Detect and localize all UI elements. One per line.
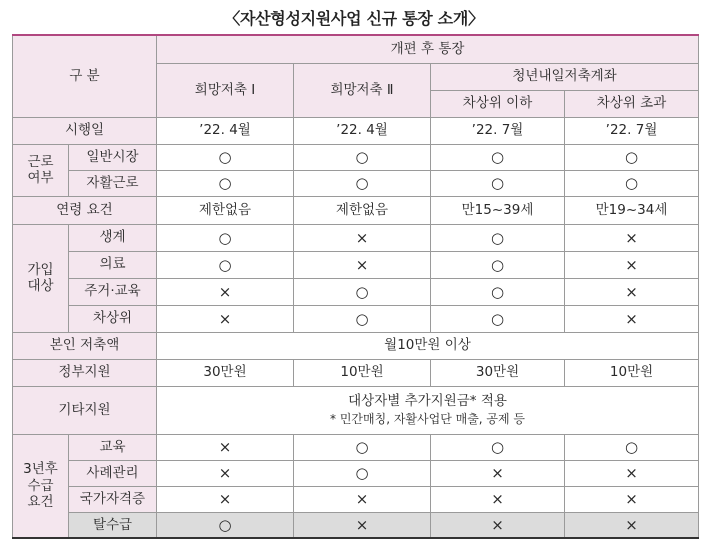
cell: × xyxy=(294,486,431,512)
cell: ○ xyxy=(294,170,431,196)
row-label: 국가자격증 xyxy=(69,486,157,512)
row-label: 의료 xyxy=(69,251,157,278)
cell: × xyxy=(431,460,565,486)
cell: × xyxy=(565,460,699,486)
cell: ’22. 7월 xyxy=(431,117,565,144)
header-category: 구 분 xyxy=(13,35,157,117)
row-medical xyxy=(13,251,699,278)
row-exit-benefit xyxy=(13,512,699,538)
cell: ○ xyxy=(431,251,565,278)
cell: × xyxy=(431,512,565,538)
header-reformed-accounts: 개편 후 통장 xyxy=(157,35,699,63)
row-case-management xyxy=(13,460,699,486)
row-label: 연령 요건 xyxy=(13,196,157,224)
cell: ○ xyxy=(294,305,431,332)
account-comparison-table xyxy=(12,34,699,539)
cell: ’22. 4월 xyxy=(294,117,431,144)
row-label: 교육 xyxy=(69,434,157,460)
row-label: 자활근로 xyxy=(69,170,157,196)
cell: 제한없음 xyxy=(157,196,294,224)
cell: × xyxy=(565,512,699,538)
cell: × xyxy=(157,278,294,305)
row-label: 생계 xyxy=(69,224,157,251)
row-label: 차상위 xyxy=(69,305,157,332)
cell: ○ xyxy=(157,170,294,196)
group-label-join: 가입 대상 xyxy=(13,224,69,332)
cell: 월10만원 이상 xyxy=(157,332,699,359)
cell: ’22. 4월 xyxy=(157,117,294,144)
group-label-work: 근로 여부 xyxy=(13,144,69,196)
cell: ○ xyxy=(157,144,294,170)
row-label: 탈수급 xyxy=(69,512,157,538)
cell: ○ xyxy=(294,434,431,460)
cell: 만15~39세 xyxy=(431,196,565,224)
other-support-cell xyxy=(157,386,699,434)
cell: 만19~34세 xyxy=(565,196,699,224)
cell: × xyxy=(157,305,294,332)
cell: ○ xyxy=(431,224,565,251)
cell: 10만원 xyxy=(565,359,699,386)
row-housing-education xyxy=(13,278,699,305)
row-start-date xyxy=(13,117,699,144)
cell: × xyxy=(431,486,565,512)
cell: ○ xyxy=(431,170,565,196)
cell: ○ xyxy=(157,512,294,538)
row-certificate xyxy=(13,486,699,512)
cell: ○ xyxy=(565,170,699,196)
row-label: 일반시장 xyxy=(69,144,157,170)
cell: ○ xyxy=(431,278,565,305)
cell: ○ xyxy=(565,434,699,460)
cell: 제한없음 xyxy=(294,196,431,224)
row-label: 정부지원 xyxy=(13,359,157,386)
row-label: 사례관리 xyxy=(69,460,157,486)
cell: ○ xyxy=(294,460,431,486)
row-own-savings xyxy=(13,332,699,359)
row-other-support xyxy=(13,386,699,434)
cell: ○ xyxy=(431,434,565,460)
cell: × xyxy=(565,278,699,305)
page-title: 〈자산형성지원사업 신규 통장 소개〉 xyxy=(224,9,484,28)
cell: 30만원 xyxy=(157,359,294,386)
cell: × xyxy=(157,460,294,486)
cell: × xyxy=(565,224,699,251)
other-support-text: 대상자별 추가지원금* 적용 xyxy=(348,393,507,410)
cell: × xyxy=(565,305,699,332)
header-youth-account: 청년내일저축계좌 xyxy=(431,63,699,90)
row-education xyxy=(13,434,699,460)
cell: ○ xyxy=(294,278,431,305)
cell: ○ xyxy=(294,144,431,170)
header-youth-above: 차상위 초과 xyxy=(565,90,699,117)
cell: ○ xyxy=(431,305,565,332)
cell: × xyxy=(157,486,294,512)
row-label: 본인 저축액 xyxy=(13,332,157,359)
header-youth-below: 차상위 이하 xyxy=(431,90,565,117)
cell: × xyxy=(157,434,294,460)
cell: ’22. 7월 xyxy=(565,117,699,144)
cell: 10만원 xyxy=(294,359,431,386)
row-label: 시행일 xyxy=(13,117,157,144)
cell: 30만원 xyxy=(431,359,565,386)
cell: ○ xyxy=(565,144,699,170)
header-hope-savings-2: 희망저축 Ⅱ xyxy=(294,63,431,117)
cell: × xyxy=(565,486,699,512)
header-hope-savings-1: 희망저축 Ⅰ xyxy=(157,63,294,117)
cell: × xyxy=(565,251,699,278)
cell: × xyxy=(294,251,431,278)
cell: × xyxy=(294,512,431,538)
row-near-poverty xyxy=(13,305,699,332)
footnote: * 민간매칭, 자활사업단 매출, 공제 등 xyxy=(330,412,526,427)
cell: ○ xyxy=(431,144,565,170)
row-gov-support xyxy=(13,359,699,386)
cell: × xyxy=(294,224,431,251)
row-label: 기타지원 xyxy=(13,386,157,434)
group-label-receive: 3년후 수급 요건 xyxy=(13,434,69,538)
row-self-support xyxy=(13,170,699,196)
row-general-market xyxy=(13,144,699,170)
cell: ○ xyxy=(157,224,294,251)
cell: ○ xyxy=(157,251,294,278)
row-livelihood xyxy=(13,224,699,251)
row-label: 주거·교육 xyxy=(69,278,157,305)
row-age xyxy=(13,196,699,224)
